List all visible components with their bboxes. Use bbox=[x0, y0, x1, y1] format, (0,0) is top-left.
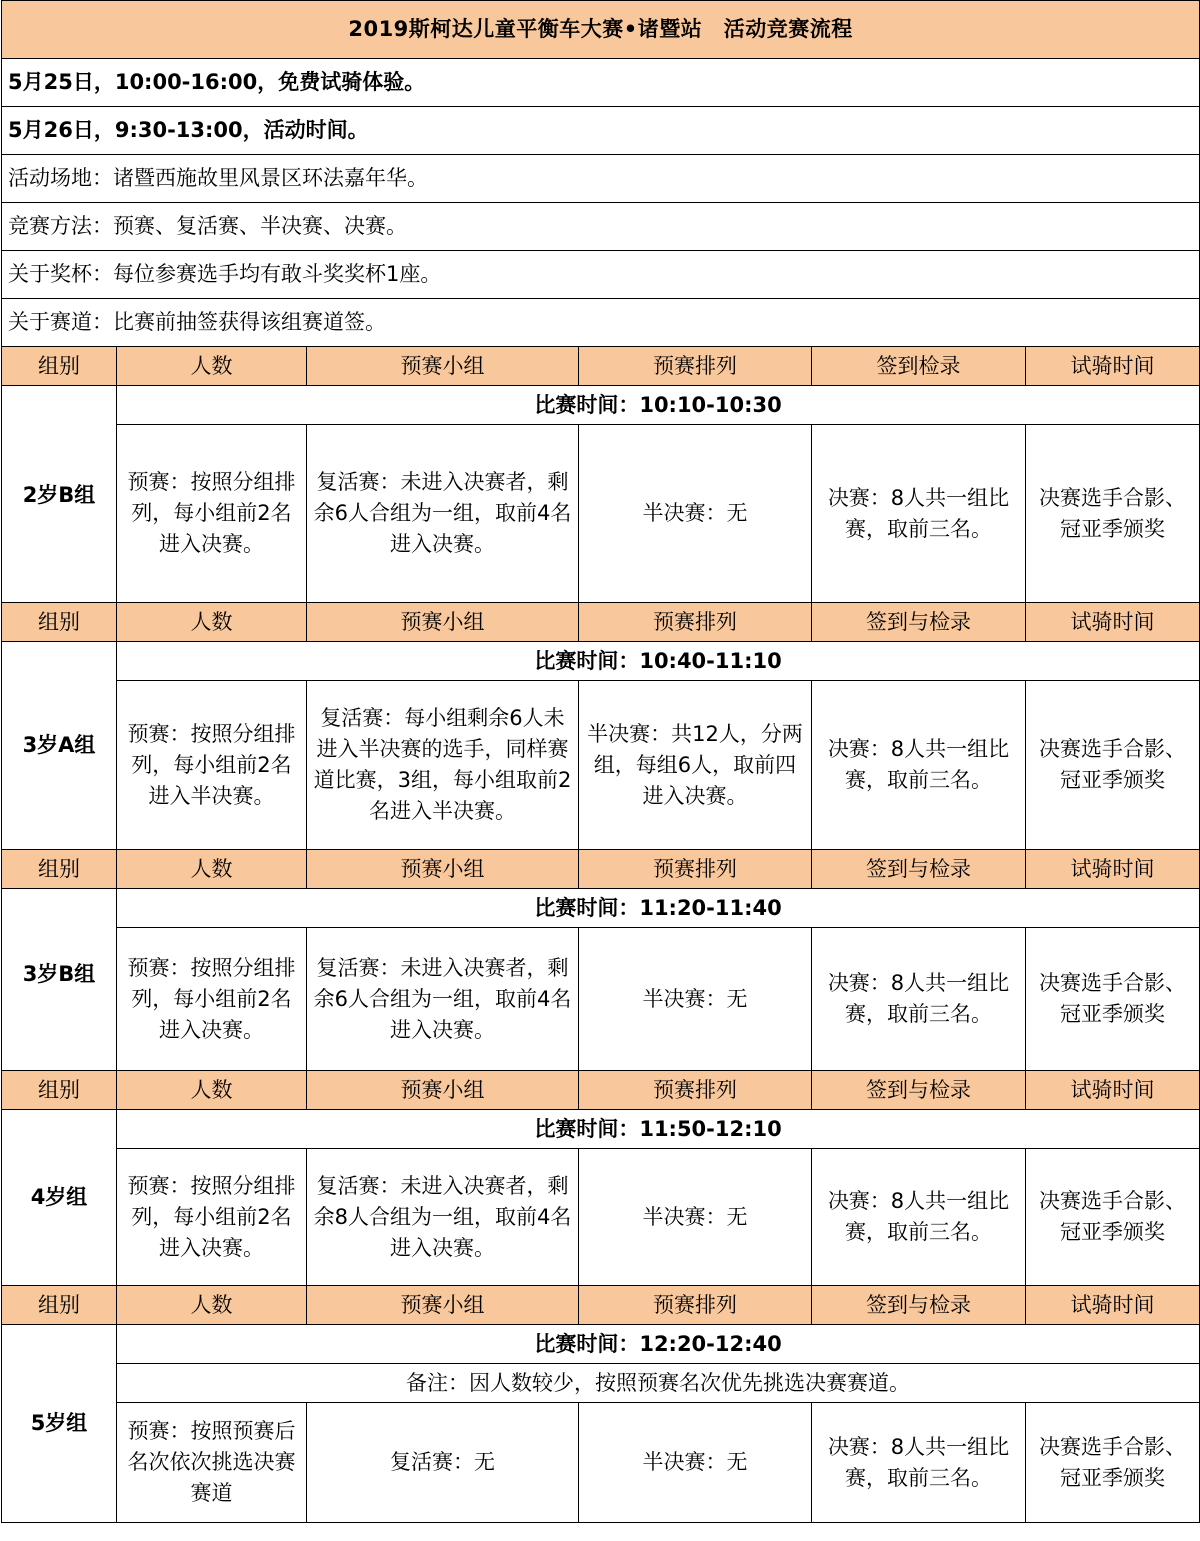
semifinal-cell: 半决赛：无 bbox=[579, 1149, 812, 1286]
final-cell: 决赛：8人共一组比赛，取前三名。 bbox=[812, 1403, 1026, 1523]
col-header-count: 人数 bbox=[117, 1286, 307, 1325]
prelim-cell: 预赛：按照分组排列，每小组前2名进入半决赛。 bbox=[117, 681, 307, 850]
award-cell: 决赛选手合影、冠亚季颁奖 bbox=[1026, 681, 1200, 850]
col-header-checkin: 签到与检录 bbox=[812, 603, 1026, 642]
note-row bbox=[2, 1364, 1200, 1403]
final-cell: 决赛：8人共一组比赛，取前三名。 bbox=[812, 1149, 1026, 1286]
col-header-trial-time: 试骑时间 bbox=[1026, 850, 1200, 889]
col-header-count: 人数 bbox=[117, 347, 307, 386]
group-name: 3岁B组 bbox=[2, 889, 117, 1071]
col-header-count: 人数 bbox=[117, 850, 307, 889]
info-row bbox=[2, 155, 1200, 203]
time-row bbox=[2, 1110, 1200, 1149]
col-header-count: 人数 bbox=[117, 1071, 307, 1110]
prelim-cell: 预赛：按照分组排列，每小组前2名进入决赛。 bbox=[117, 425, 307, 603]
col-header-group: 组别 bbox=[2, 603, 117, 642]
col-header-prelim-order: 预赛排列 bbox=[579, 1286, 812, 1325]
final-cell: 决赛：8人共一组比赛，取前三名。 bbox=[812, 425, 1026, 603]
header-row bbox=[2, 850, 1200, 889]
group-name: 5岁组 bbox=[2, 1325, 117, 1523]
semifinal-cell: 半决赛：无 bbox=[579, 425, 812, 603]
repechage-cell: 复活赛：每小组剩余6人未进入半决赛的选手，同样赛道比赛，3组，每小组取前2名进入半决赛。 bbox=[307, 681, 579, 850]
col-header-prelim-group: 预赛小组 bbox=[307, 603, 579, 642]
schedule-sheet bbox=[1, 0, 1199, 1523]
col-header-group: 组别 bbox=[2, 347, 117, 386]
info-method: 竞赛方法：预赛、复活赛、半决赛、决赛。 bbox=[2, 203, 1200, 251]
prelim-cell: 预赛：按照分组排列，每小组前2名进入决赛。 bbox=[117, 928, 307, 1071]
info-row bbox=[2, 299, 1200, 347]
col-header-checkin: 签到与检录 bbox=[812, 850, 1026, 889]
info-row bbox=[2, 107, 1200, 155]
note-cell: 备注：因人数较少，按照预赛名次优先挑选决赛赛道。 bbox=[117, 1364, 1200, 1403]
col-header-count: 人数 bbox=[117, 603, 307, 642]
col-header-prelim-group: 预赛小组 bbox=[307, 347, 579, 386]
info-date-2: 5月26日，9:30-13:00，活动时间。 bbox=[2, 107, 1200, 155]
col-header-prelim-group: 预赛小组 bbox=[307, 1286, 579, 1325]
match-time: 比赛时间：10:40-11:10 bbox=[117, 642, 1200, 681]
match-time: 比赛时间：11:20-11:40 bbox=[117, 889, 1200, 928]
col-header-checkin: 签到检录 bbox=[812, 347, 1026, 386]
info-row bbox=[2, 203, 1200, 251]
repechage-cell: 复活赛：未进入决赛者，剩余8人合组为一组，取前4名进入决赛。 bbox=[307, 1149, 579, 1286]
header-row bbox=[2, 1071, 1200, 1110]
col-header-group: 组别 bbox=[2, 1286, 117, 1325]
award-cell: 决赛选手合影、冠亚季颁奖 bbox=[1026, 1149, 1200, 1286]
col-header-prelim-order: 预赛排列 bbox=[579, 347, 812, 386]
info-row bbox=[2, 59, 1200, 107]
group-name: 3岁A组 bbox=[2, 642, 117, 850]
repechage-cell: 复活赛：未进入决赛者，剩余6人合组为一组，取前4名进入决赛。 bbox=[307, 928, 579, 1071]
match-time: 比赛时间：11:50-12:10 bbox=[117, 1110, 1200, 1149]
col-header-trial-time: 试骑时间 bbox=[1026, 1286, 1200, 1325]
col-header-trial-time: 试骑时间 bbox=[1026, 1071, 1200, 1110]
col-header-checkin: 签到与检录 bbox=[812, 1071, 1026, 1110]
col-header-prelim-order: 预赛排列 bbox=[579, 1071, 812, 1110]
col-header-prelim-group: 预赛小组 bbox=[307, 1071, 579, 1110]
time-row bbox=[2, 889, 1200, 928]
match-time: 比赛时间：12:20-12:40 bbox=[117, 1325, 1200, 1364]
semifinal-cell: 半决赛：共12人，分两组，每组6人，取前四进入决赛。 bbox=[579, 681, 812, 850]
time-row bbox=[2, 386, 1200, 425]
detail-row bbox=[2, 425, 1200, 603]
group-name: 2岁B组 bbox=[2, 386, 117, 603]
group-name: 4岁组 bbox=[2, 1110, 117, 1286]
detail-row bbox=[2, 681, 1200, 850]
page-title: 2019斯柯达儿童平衡车大赛•诸暨站 活动竞赛流程 bbox=[2, 1, 1200, 59]
detail-row bbox=[2, 1403, 1200, 1523]
repechage-cell: 复活赛：无 bbox=[307, 1403, 579, 1523]
semifinal-cell: 半决赛：无 bbox=[579, 1403, 812, 1523]
award-cell: 决赛选手合影、冠亚季颁奖 bbox=[1026, 1403, 1200, 1523]
prelim-cell: 预赛：按照分组排列，每小组前2名进入决赛。 bbox=[117, 1149, 307, 1286]
header-row bbox=[2, 347, 1200, 386]
prelim-cell: 预赛：按照预赛后名次依次挑选决赛赛道 bbox=[117, 1403, 307, 1523]
repechage-cell: 复活赛：未进入决赛者，剩余6人合组为一组，取前4名进入决赛。 bbox=[307, 425, 579, 603]
award-cell: 决赛选手合影、冠亚季颁奖 bbox=[1026, 425, 1200, 603]
detail-row bbox=[2, 1149, 1200, 1286]
award-cell: 决赛选手合影、冠亚季颁奖 bbox=[1026, 928, 1200, 1071]
col-header-group: 组别 bbox=[2, 1071, 117, 1110]
col-header-prelim-group: 预赛小组 bbox=[307, 850, 579, 889]
semifinal-cell: 半决赛：无 bbox=[579, 928, 812, 1071]
title-row bbox=[2, 1, 1200, 59]
header-row bbox=[2, 1286, 1200, 1325]
match-time: 比赛时间：10:10-10:30 bbox=[117, 386, 1200, 425]
col-header-prelim-order: 预赛排列 bbox=[579, 850, 812, 889]
header-row bbox=[2, 603, 1200, 642]
detail-row bbox=[2, 928, 1200, 1071]
info-track: 关于赛道：比赛前抽签获得该组赛道签。 bbox=[2, 299, 1200, 347]
info-date-1: 5月25日，10:00-16:00，免费试骑体验。 bbox=[2, 59, 1200, 107]
info-row bbox=[2, 251, 1200, 299]
col-header-trial-time: 试骑时间 bbox=[1026, 603, 1200, 642]
final-cell: 决赛：8人共一组比赛，取前三名。 bbox=[812, 928, 1026, 1071]
schedule-table bbox=[1, 0, 1200, 1523]
info-venue: 活动场地：诸暨西施故里风景区环法嘉年华。 bbox=[2, 155, 1200, 203]
col-header-prelim-order: 预赛排列 bbox=[579, 603, 812, 642]
col-header-trial-time: 试骑时间 bbox=[1026, 347, 1200, 386]
info-trophy: 关于奖杯：每位参赛选手均有敢斗奖奖杯1座。 bbox=[2, 251, 1200, 299]
col-header-group: 组别 bbox=[2, 850, 117, 889]
final-cell: 决赛：8人共一组比赛，取前三名。 bbox=[812, 681, 1026, 850]
time-row bbox=[2, 1325, 1200, 1364]
col-header-checkin: 签到与检录 bbox=[812, 1286, 1026, 1325]
time-row bbox=[2, 642, 1200, 681]
